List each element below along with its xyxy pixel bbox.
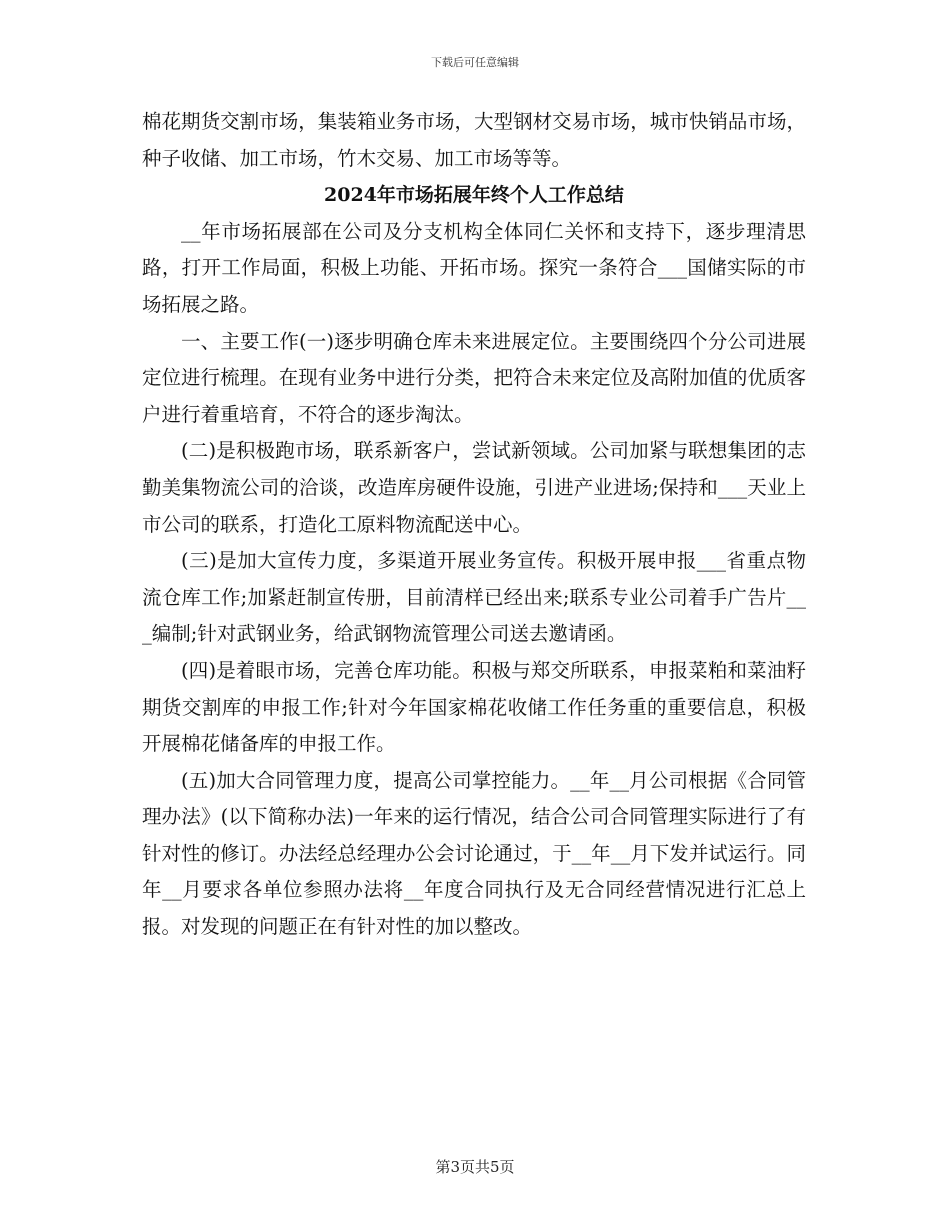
paragraph-6: (五)加大合同管理力度，提高公司掌控能力。__年__月公司根据《合同管理办法》(以下简称办法)一年来的运行情况，结合公司合同管理实际进行了有针对性的修订。办法经总经理办公会讨论通过，于__年__月下发并试运行。同年__月要求各单位参照办法将__年度合同执行及无合同经营情况进行汇总上报。对发现的问题正在有针对性的加以整改。 [142,768,806,939]
page-header: 下载后可任意编辑 [431,56,519,69]
document-title: 2024年市场拓展年终个人工作总结 [324,184,624,207]
paragraph-1: __年市场拓展部在公司及分支机构全体同仁关怀和支持下，逐步理清思路，打开工作局面，积极上功能、开拓市场。探究一条符合___国储实际的市场拓展之路。 [142,219,806,316]
page-number: 第3页共5页 [435,1158,515,1176]
paragraph-4: (三)是加大宣传力度，多渠道开展业务宣传。积极开展申报___省重点物流仓库工作;加紧赶制宣传册，目前清样已经出来;联系专业公司着手广告片___编制;针对武钢业务，给武钢物流管理公司送去邀请函。 [142,549,806,646]
paragraph-5: (四)是着眼市场，完善仓库功能。积极与郑交所联系，申报菜粕和菜油籽期货交割库的申报工作;针对今年国家棉花收储工作任务重的重要信息，积极开展棉花储备库的申报工作。 [142,658,806,756]
paragraph-3: (二)是积极跑市场，联系新客户，尝试新领域。公司加紧与联想集团的志勤美集物流公司的洽谈，改造库房硬件设施，引进产业进场;保持和___天业上市公司的联系，打造化工原料物流配送中心。 [142,439,806,536]
paragraph-2: 一、主要工作(一)逐步明确仓库未来进展定位。主要围绕四个分公司进展定位进行梳理。在现有业务中进行分类，把符合未来定位及高附加值的优质客户进行着重培育，不符合的逐步淘汰。 [142,329,806,426]
intro-fragment: 棉花期货交割市场，集装箱业务市场，大型钢材交易市场，城市快销品市场，种子收储、加工市场，竹木交易、加工市场等等。 [142,110,806,170]
document-body [142,104,806,946]
